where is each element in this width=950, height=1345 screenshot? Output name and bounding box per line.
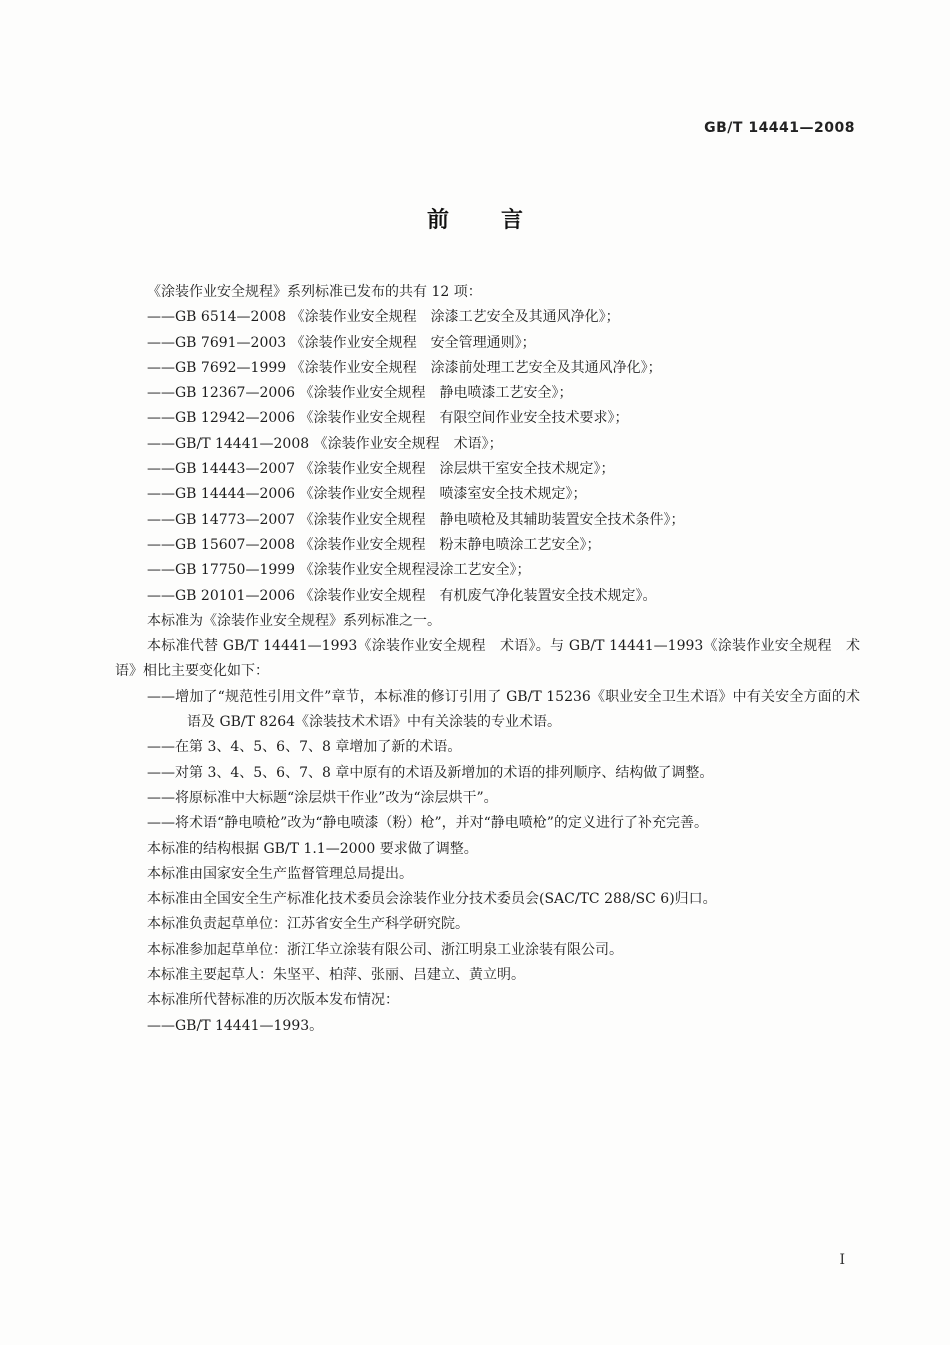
standard-code: GB/T 14441—2008 (704, 120, 855, 136)
series-list (115, 305, 860, 609)
series-item: ——GB 14444—2006 《涂装作业安全规程 喷漆室安全技术规定》； (147, 486, 587, 503)
change-item: ——将原标准中大标题“涂层烘干作业”改为“涂层烘干”。 (147, 789, 498, 806)
foreword-body (115, 280, 860, 1039)
series-item: ——GB 14443—2007 《涂装作业安全规程 涂层烘干室安全技术规定》； (147, 461, 615, 478)
history-item: ——GB/T 14441—1993。 (147, 1017, 324, 1034)
series-item: ——GB 17750—1999 《涂装作业安全规程浸涂工艺安全》； (147, 562, 531, 579)
series-item: ——GB 12942—2006 《涂装作业安全规程 有限空间作业安全技术要求》； (147, 410, 629, 427)
centralized-by: 本标准由全国安全生产标准化技术委员会涂装作业分技术委员会(SAC/TC 288/SC 6)归口。 (147, 891, 717, 908)
series-intro: 《涂装作业安全规程》系列标准已发布的共有 12 项： (147, 284, 482, 300)
drafters: 本标准主要起草人：朱坚平、柏萍、张丽、吕建立、黄立明。 (147, 967, 525, 984)
change-item: ——对第 3、4、5、6、7、8 章中原有的术语及新增加的术语的排列顺序、结构做了调整。 (147, 764, 714, 781)
drafting-unit: 本标准负责起草单位：江苏省安全生产科学研究院。 (147, 916, 469, 933)
part-of-series: 本标准为《涂装作业安全规程》系列标准之一。 (147, 612, 441, 629)
series-item: ——GB 6514—2008 《涂装作业安全规程 涂漆工艺安全及其通风净化》； (147, 309, 620, 326)
history-intro: 本标准所代替标准的历次版本发布情况： (147, 992, 399, 1009)
series-item: ——GB 14773—2007 《涂装作业安全规程 静电喷枪及其辅助装置安全技术条件》； (147, 511, 685, 528)
change-item: ——增加了“规范性引用文件”章节，本标准的修订引用了 GB/T 15236《职业安全卫生术语》中有关安全方面的术语及 GB/T 8264《涂装技术术语》中有关涂装的专业术语。 (147, 688, 860, 731)
structure-note: 本标准的结构根据 GB/T 1.1—2000 要求做了调整。 (147, 840, 478, 857)
changes-list (115, 685, 860, 837)
series-item: ——GB 12367—2006 《涂装作业安全规程 静电喷漆工艺安全》； (147, 385, 573, 402)
replaces-statement: 本标准代替 GB/T 14441—1993《涂装作业安全规程 术语》。与 GB/T 14441—1993《涂装作业安全规程 术语》相比主要变化如下： (115, 638, 860, 680)
series-item: ——GB 7691—2003 《涂装作业安全规程 安全管理通则》； (147, 334, 536, 351)
change-item: ——将术语“静电喷枪”改为“静电喷漆（粉）枪”，并对“静电喷枪”的定义进行了补充完善。 (147, 815, 708, 832)
series-item: ——GB/T 14441—2008 《涂装作业安全规程 术语》； (147, 435, 503, 452)
change-item: ——在第 3、4、5、6、7、8 章增加了新的术语。 (147, 739, 462, 756)
series-item: ——GB 20101—2006 《涂装作业安全规程 有机废气净化装置安全技术规定》。 (147, 587, 657, 604)
participating-units: 本标准参加起草单位：浙江华立涂装有限公司、浙江明泉工业涂装有限公司。 (147, 941, 623, 958)
page-title: 前言 (426, 208, 575, 233)
page-number: I (839, 1252, 845, 1268)
series-item: ——GB 7692—1999 《涂装作业安全规程 涂漆前处理工艺安全及其通风净化》； (147, 359, 662, 376)
series-item: ——GB 15607—2008 《涂装作业安全规程 粉末静电喷涂工艺安全》； (147, 536, 601, 553)
proposed-by: 本标准由国家安全生产监督管理总局提出。 (147, 865, 413, 882)
